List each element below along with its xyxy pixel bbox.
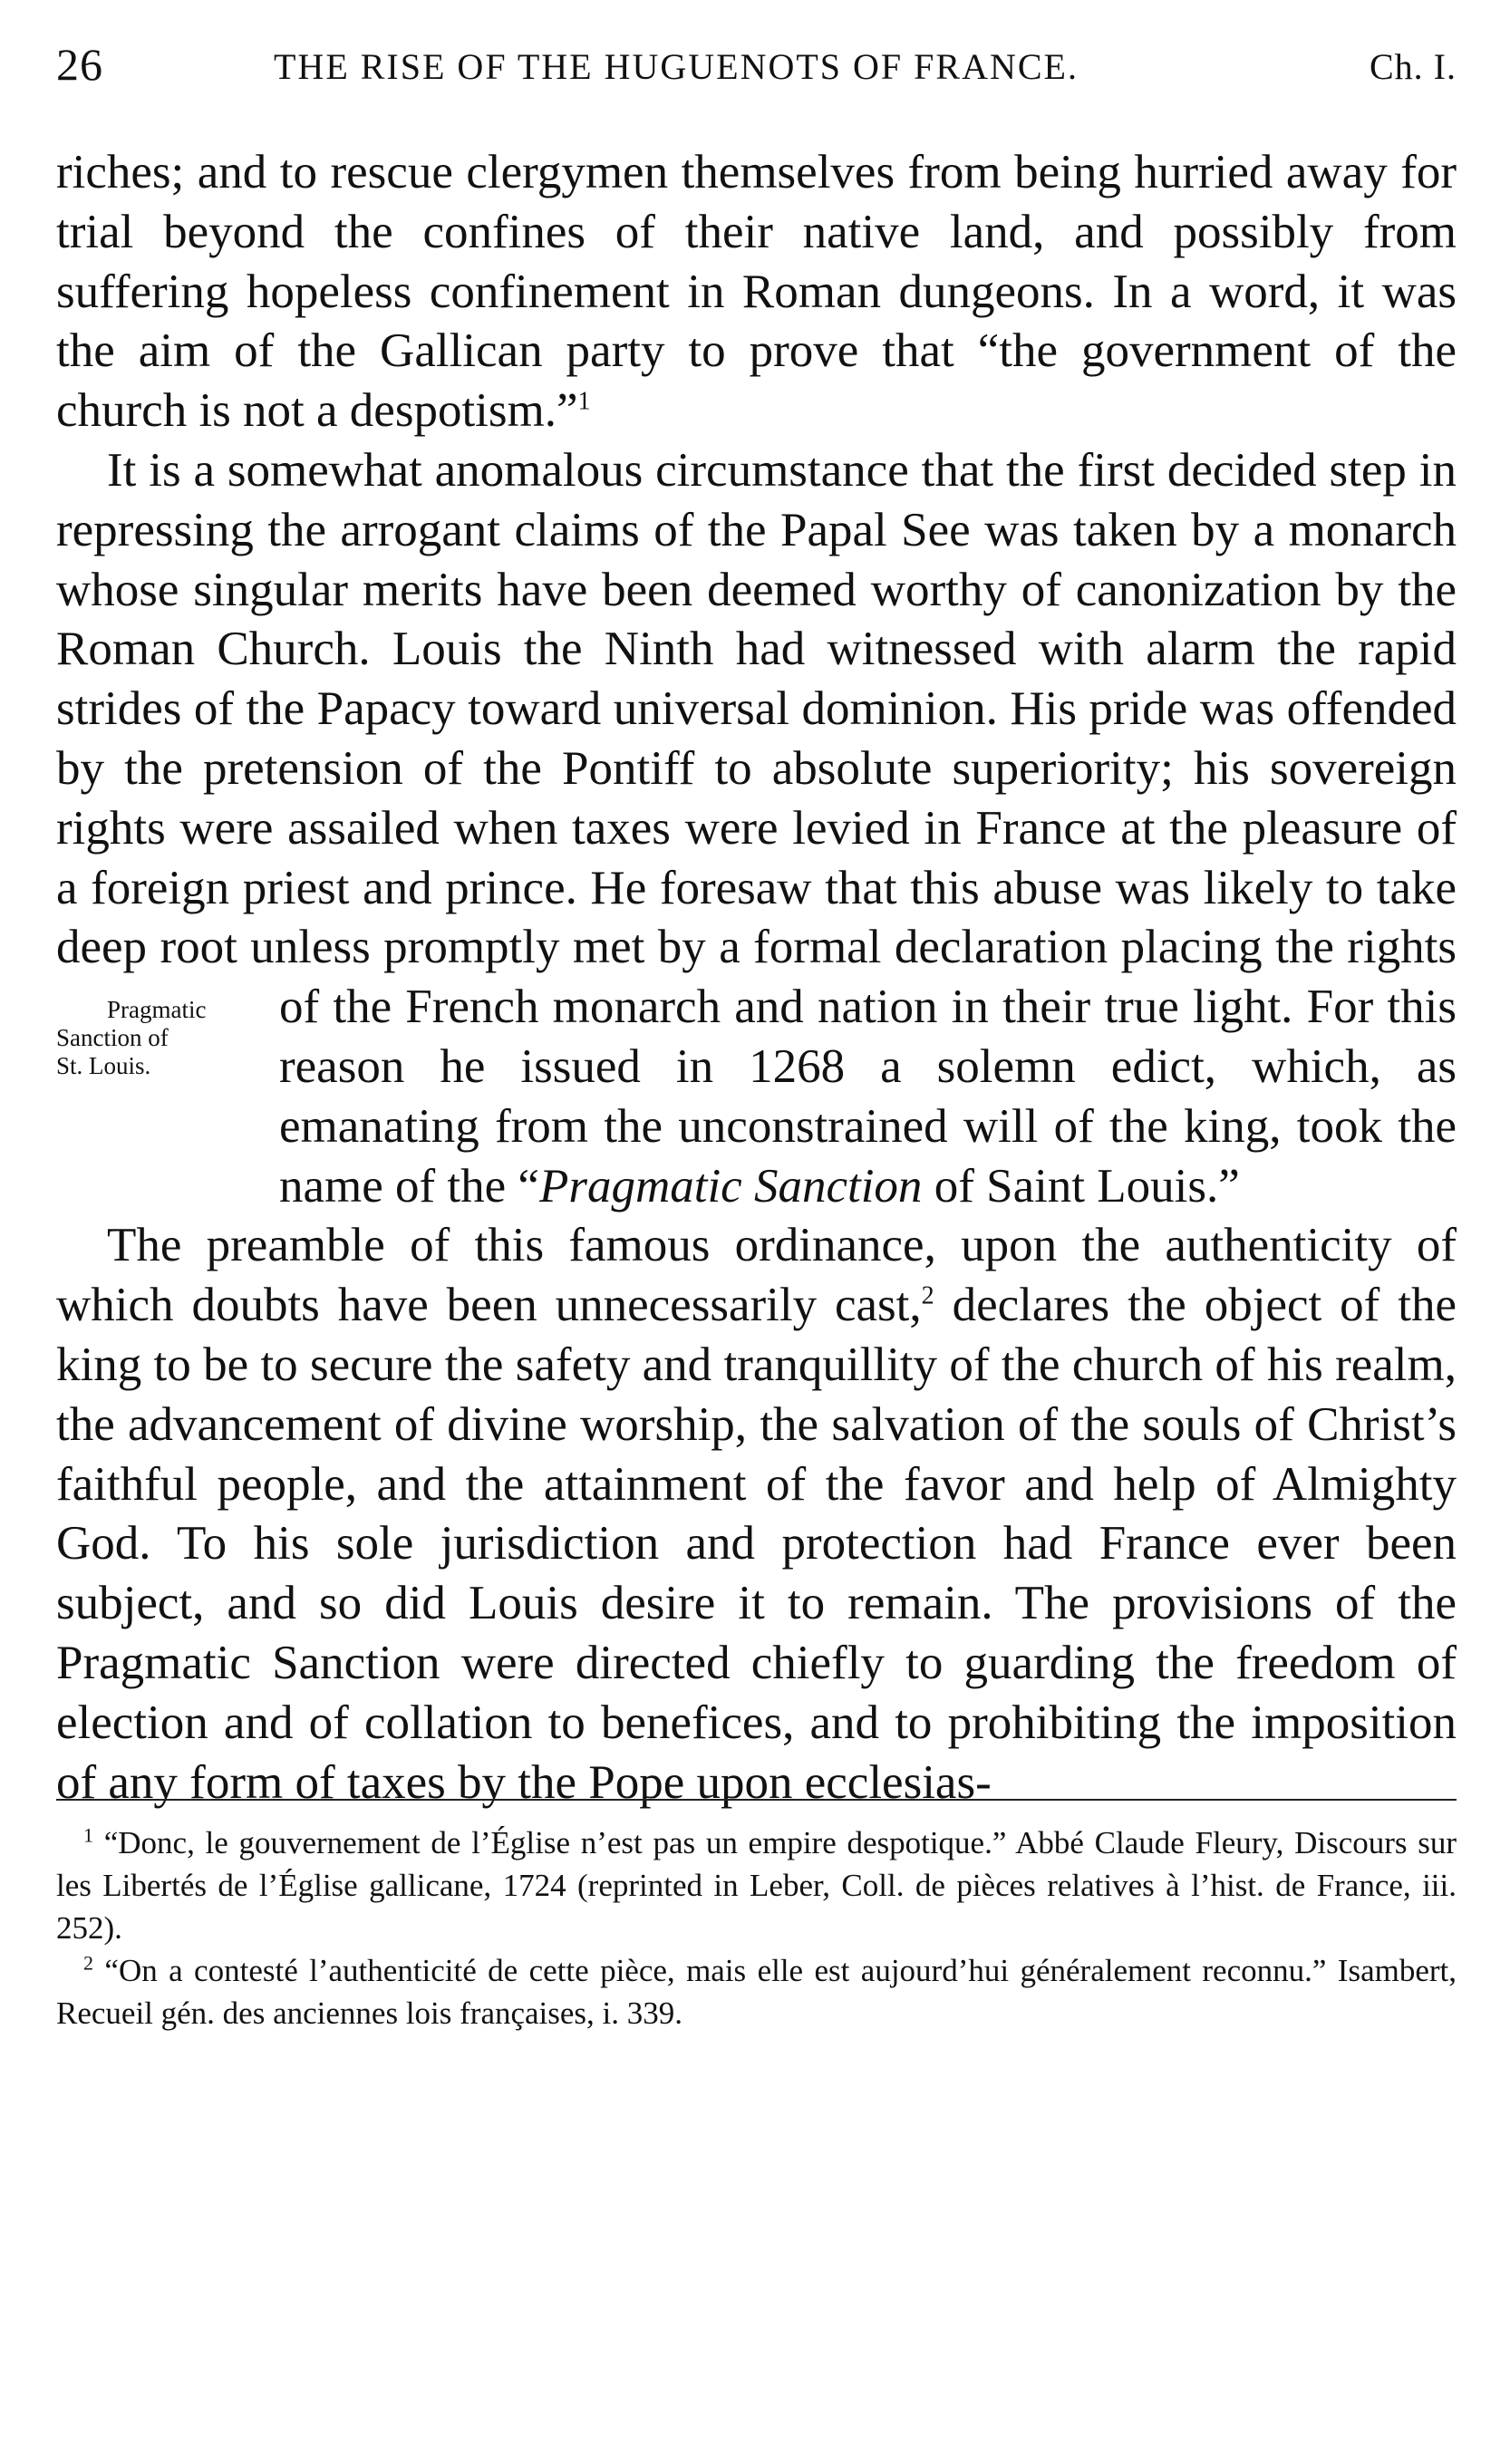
paragraph-2 xyxy=(56,441,1457,1216)
footnote-1-text: “Donc, le gouvernement de l’Église n’est pas un empire despotique.” Abbé Claude Fleury, Discours sur les Libertés de l’Église gallicane, 1724 (reprinted in Leber, Coll. de pièces relatives à l’hist. de France, iii. 252). xyxy=(56,1825,1457,1946)
marginal-note-line-3: St. Louis. xyxy=(56,1052,151,1080)
running-header xyxy=(56,38,1457,92)
marginal-note-line-1: Pragmatic xyxy=(107,996,207,1024)
footnote-ref-2: 2 xyxy=(921,1281,934,1310)
body-text xyxy=(56,143,1457,1812)
paragraph-1-text: riches; and to rescue clergymen themselves from being hurried away for trial beyond the confines of their native land, and possibly from suffering hopeless confinement in Roman dungeons. In a word, it was the aim of the Gallican party to prove that “the government of the church is not a despotism.” xyxy=(56,146,1457,438)
marginal-note-line-2: Sanction of xyxy=(56,1024,169,1052)
footnote-2-marker: 2 xyxy=(83,1951,93,1975)
paragraph-2-text-c: of Saint Louis.” xyxy=(922,1159,1240,1213)
paragraph-2-text-b: and nation in their true light. For this reason he issued in 1268 a solemn edict, which, as emanating from the unconstrained will of the king, took the name of the “ xyxy=(279,981,1457,1213)
paragraph-3 xyxy=(56,1216,1457,1812)
footnote-divider xyxy=(56,1799,1457,1801)
footnote-ref-1: 1 xyxy=(577,387,591,416)
chapter-label: Ch. I. xyxy=(1370,46,1457,87)
paragraph-2-italic-term: Pragmatic Sanction xyxy=(538,1159,923,1213)
paragraph-3-text-b: declares the object of the king to be to secure the safety and tranquillity of the church of his realm, the advancement of divine worship, the salvation of the souls of Christ’s faithful people, and the attainment of the favor and help of Almighty God. To his sole jurisdiction and protection had France ever been subject, and so did Louis desire it to remain. The provisions of the Pragmatic Sanction were directed chiefly to guarding the freedom of election and of collation to benefices, and to prohibiting the imposition of any form of taxes by the Pope upon ecclesias- xyxy=(56,1279,1457,1809)
paragraph-1 xyxy=(56,143,1457,441)
footnote-2 xyxy=(56,1949,1457,2034)
page-number: 26 xyxy=(56,39,103,90)
marginal-note xyxy=(56,996,274,1159)
footnote-1 xyxy=(56,1821,1457,1949)
running-title: THE RISE OF THE HUGUENOTS OF FRANCE. xyxy=(274,46,1079,87)
footnotes xyxy=(56,1821,1457,2034)
paragraph-2-text-a: It is a somewhat anomalous circumstance that the first decided step in repressing the arrogant claims of the Papal See was taken by a monarch whose singular merits have been deemed worthy of canonization by the Roman Church. Louis the Ninth had witnessed with alarm the rapid strides of the Papacy toward universal dominion. His pride was offended by the pretension of the Pontiff to absolute superiority; his sovereign rights were assailed when taxes were levied in France at the pleasure of a foreign priest and prince. He foresaw that this abuse was likely to take deep root unless promptly met by a formal declaration placing the rights of the French monarch xyxy=(56,443,1457,1034)
footnote-2-text: “On a contesté l’authenticité de cette pièce, mais elle est aujourd’hui généralement reconnu.” Isambert, Recueil gén. des anciennes lois françaises, i. 339. xyxy=(56,1953,1457,2031)
footnote-1-marker: 1 xyxy=(83,1823,93,1847)
paragraph-3-text-a: The preamble of this famous ordinance, upon the authenticity of which doubts have been unnecessarily cast, xyxy=(56,1219,1457,1332)
